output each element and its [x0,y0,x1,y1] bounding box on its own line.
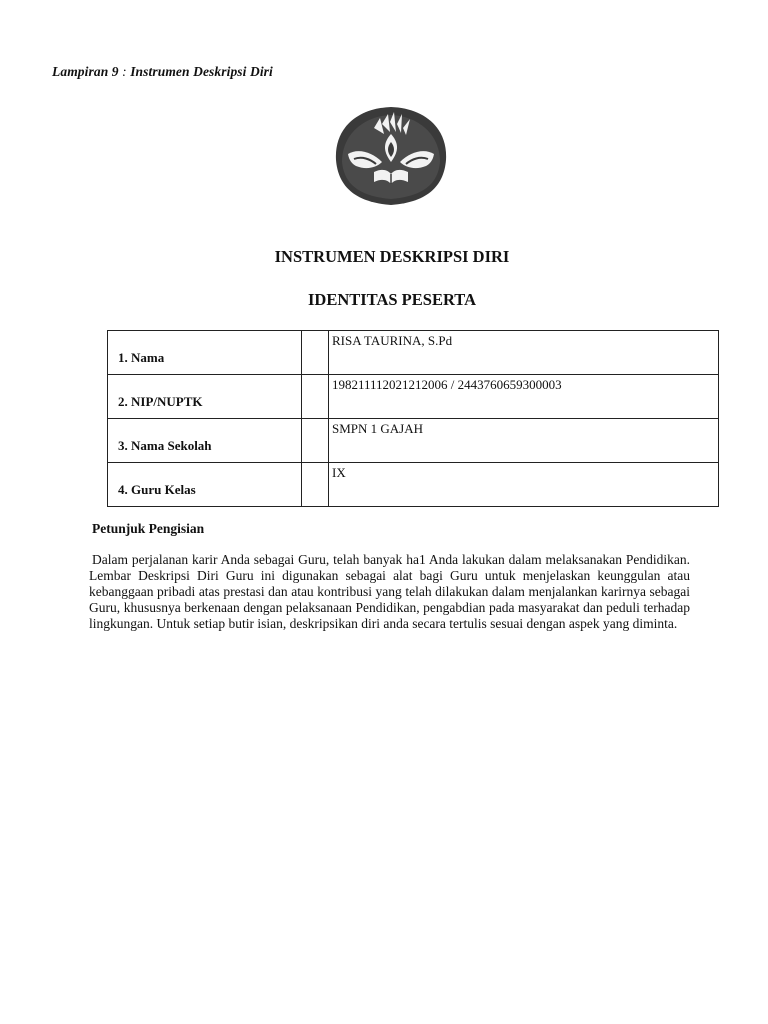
separator-cell [302,419,329,463]
table-row [108,463,719,507]
name-value: RISA TAURINA, S.Pd [329,331,719,375]
separator-cell [302,375,329,419]
school-name-label: 3. Nama Sekolah [108,419,302,463]
identity-table [107,330,719,507]
nip-nuptk-label: 2. NIP/NUPTK [108,375,302,419]
emblem-icon [330,104,452,208]
instructions-body: Dalam perjalanan karir Anda sebagai Guru, telah banyak ha1 Anda lakukan dalam melaksanakan Pendidikan. Lembar Deskripsi Diri Guru ini digunakan sebagai alat bagi Guru untuk menjelaskan keunggulan atau kebanggaan pribadi atas prestasi dan atau kontribusi yang telah dilakukan dalam menjalankan karirnya sebagai Guru, khususnya berkenaan dengan pelaksanaan Pendidikan, pengabdian pada masyarakat dan peduli terhadap lingkungan. Untuk setiap butir isian, deskripsikan diri anda secara tertulis sesuai dengan aspek yang diminta. [89,552,690,631]
table-row [108,375,719,419]
separator-cell [302,331,329,375]
table-row [108,419,719,463]
name-label: 1. Nama [108,331,302,375]
document-title: INSTRUMEN DESKRIPSI DIRI [274,247,510,266]
table-row [108,331,719,375]
attachment-separator: : [118,64,131,79]
school-name-value: SMPN 1 GAJAH [329,419,719,463]
class-teacher-label: 4. Guru Kelas [108,463,302,507]
instructions-title: Petunjuk Pengisian [92,521,205,536]
document-subtitle: IDENTITAS PESERTA [308,290,476,309]
attachment-label: Lampiran 9 [52,64,119,79]
attachment-header [52,64,273,80]
nip-nuptk-value: 198211112021212006 / 2443760659300003 [329,375,719,419]
class-teacher-value: IX [329,463,719,507]
tut-wuri-handayani-logo [330,104,452,208]
separator-cell [302,463,329,507]
attachment-title: Instrumen Deskripsi Diri [130,64,273,79]
